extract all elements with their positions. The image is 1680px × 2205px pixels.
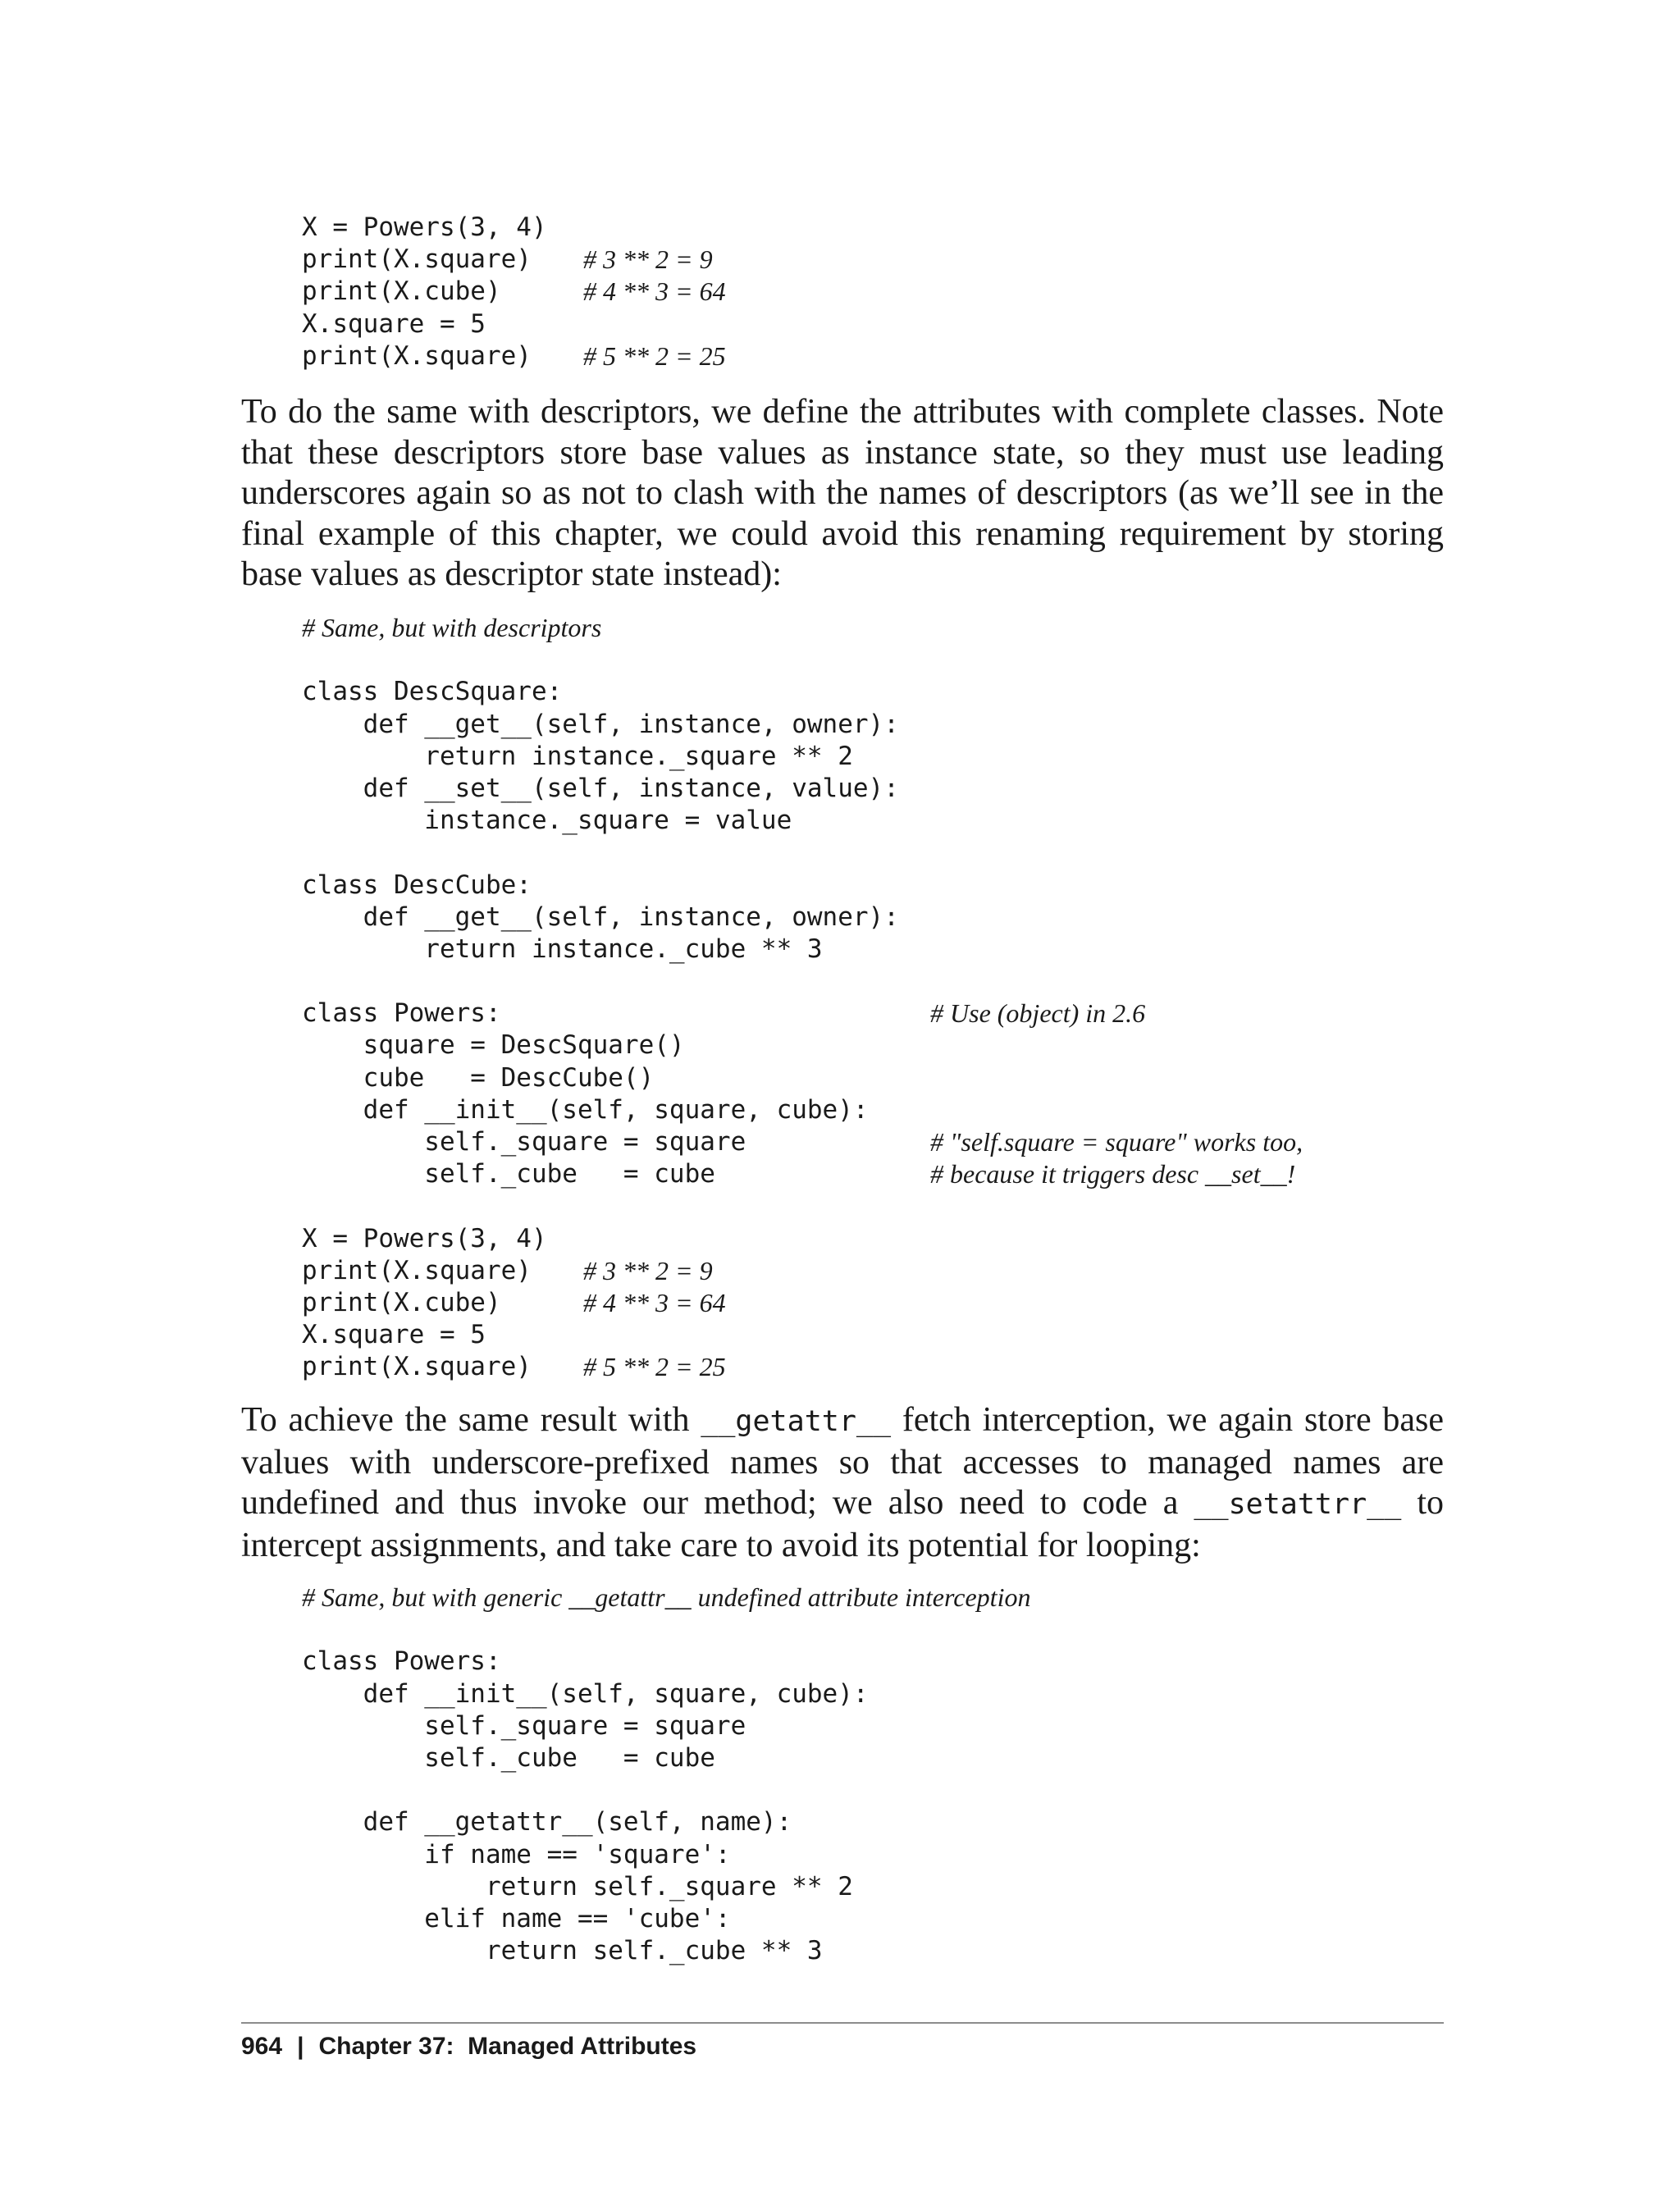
code-text: return instance._cube ** 3 <box>302 934 823 964</box>
code-line <box>302 276 726 308</box>
code-comment: # 4 ** 3 = 64 <box>583 276 726 307</box>
code-line <box>302 709 899 741</box>
code-line <box>302 308 547 340</box>
code-line <box>302 998 1146 1029</box>
code-text: print(X.square) <box>302 244 532 275</box>
code-text: def __init__(self, square, cube): <box>302 1094 869 1125</box>
code-line <box>302 1806 869 1838</box>
code-text: cube = DescCube() <box>302 1062 655 1093</box>
code-text: self._square = square <box>302 1710 746 1741</box>
code-line <box>302 1839 869 1871</box>
code-text: def __set__(self, instance, value): <box>302 773 899 803</box>
code-line <box>302 340 726 372</box>
code-block-powers-properties-usage <box>302 212 726 372</box>
code-text: class DescSquare: <box>302 677 563 707</box>
code-line <box>302 1678 869 1710</box>
code-line <box>302 805 899 837</box>
code-comment: # 5 ** 2 = 25 <box>583 1352 726 1382</box>
code-text: class DescCube: <box>302 870 532 900</box>
code-line <box>302 1871 869 1903</box>
code-line <box>302 1062 899 1094</box>
code-line <box>302 1319 899 1351</box>
code-line <box>302 1742 869 1774</box>
code-text: print(X.square) <box>302 340 532 371</box>
code-text: X.square = 5 <box>302 1320 486 1350</box>
code-text: self._cube = cube <box>302 1742 715 1773</box>
code-line <box>302 741 899 773</box>
code-text: X = Powers(3, 4) <box>302 1223 547 1253</box>
code-line <box>302 1158 1296 1190</box>
code-text: def __init__(self, square, cube): <box>302 1678 869 1709</box>
code-comment: # 3 ** 2 = 9 <box>583 244 713 275</box>
code-line <box>302 1029 899 1061</box>
code-line <box>302 1903 869 1935</box>
code-line <box>302 644 899 676</box>
code-line <box>302 1774 869 1806</box>
code-text: def __get__(self, instance, owner): <box>302 902 899 932</box>
code-line <box>302 1287 899 1319</box>
code-text: return self._cube ** 3 <box>302 1936 823 1966</box>
code-comment: # because it triggers desc __set__! <box>930 1159 1296 1189</box>
code-line <box>302 1614 869 1646</box>
code-text: print(X.cube) <box>302 276 501 307</box>
code-comment: # "self.square = square" works too, <box>930 1127 1303 1157</box>
code-heading-comment: # Same, but with generic __getattr__ undefined attribute interception <box>302 1582 1031 1612</box>
code-text: X.square = 5 <box>302 308 486 339</box>
page-number: 964 <box>241 2033 283 2060</box>
code-block-getattr <box>302 1582 1031 1967</box>
inline-code-getattr: __getattr__ <box>701 1405 892 1438</box>
code-text: print(X.cube) <box>302 1287 501 1317</box>
code-text: instance._square = value <box>302 806 792 836</box>
code-line <box>302 1255 899 1287</box>
code-text: return self._square ** 2 <box>302 1871 853 1901</box>
code-comment: # Use (object) in 2.6 <box>930 998 1146 1029</box>
page-footer <box>241 2033 696 2061</box>
code-block-descriptors <box>302 612 1303 1384</box>
code-text: elif name == 'cube': <box>302 1903 731 1933</box>
code-text: class Powers: <box>302 998 501 1029</box>
code-line <box>302 870 899 902</box>
code-text: self._square = square <box>302 1127 746 1157</box>
code-text: X = Powers(3, 4) <box>302 212 547 242</box>
inline-code-setattr: __setattrr__ <box>1194 1488 1402 1521</box>
code-text: print(X.square) <box>302 1255 532 1285</box>
code-text: self._cube = cube <box>302 1159 715 1189</box>
code-line <box>302 1351 899 1383</box>
code-line <box>302 1126 1303 1158</box>
code-line <box>302 902 899 934</box>
code-line <box>302 966 899 998</box>
code-line <box>302 1710 869 1742</box>
para2-text-3: to intercept assignments, and take care to avoid its potential for looping: <box>241 1484 1444 1564</box>
code-text: print(X.square) <box>302 1352 532 1382</box>
code-line <box>302 676 899 708</box>
code-heading-comment: # Same, but with descriptors <box>302 613 602 642</box>
para2-text-2: fetch interception, we again store base values with underscore-prefixed names so that accesses to managed names are undefined and thus invoke our method; we also need to code a <box>241 1401 1444 1522</box>
code-text: def __getattr__(self, name): <box>302 1807 792 1838</box>
code-comment: # 3 ** 2 = 9 <box>583 1255 713 1285</box>
code-line <box>302 244 713 276</box>
code-comment: # 4 ** 3 = 64 <box>583 1287 726 1317</box>
code-text: class Powers: <box>302 1646 501 1677</box>
code-line <box>302 837 899 869</box>
code-line <box>302 773 899 805</box>
code-line <box>302 934 899 966</box>
code-line <box>302 1582 1031 1614</box>
code-text: return instance._square ** 2 <box>302 741 853 771</box>
chapter-title: Chapter 37: Managed Attributes <box>318 2033 697 2060</box>
code-line <box>302 1935 869 1967</box>
code-text: square = DescSquare() <box>302 1030 685 1061</box>
code-line <box>302 1190 899 1222</box>
code-line <box>302 612 899 644</box>
code-line <box>302 1223 899 1255</box>
code-line <box>302 1646 869 1678</box>
code-line <box>302 212 547 244</box>
paragraph-descriptors-intro: To do the same with descriptors, we define the attributes with complete classes. Note that these descriptors store base values as instance state, so they must use leading underscores again so as not to clash with the names of descriptors (as we’ll see in the final example of this chapter, we could avoid this renaming requirement by storing base values as descriptor state instead): <box>241 393 1444 593</box>
code-comment: # 5 ** 2 = 25 <box>583 340 726 371</box>
para2-text-1: To achieve the same result with <box>241 1401 701 1439</box>
footer-separator: | <box>297 2033 304 2060</box>
paragraph-getattr-intro <box>241 1400 1444 1566</box>
code-text: def __get__(self, instance, owner): <box>302 709 899 739</box>
code-line <box>302 1094 899 1126</box>
code-text: if name == 'square': <box>302 1839 731 1869</box>
footer-rule <box>241 2022 1444 2024</box>
